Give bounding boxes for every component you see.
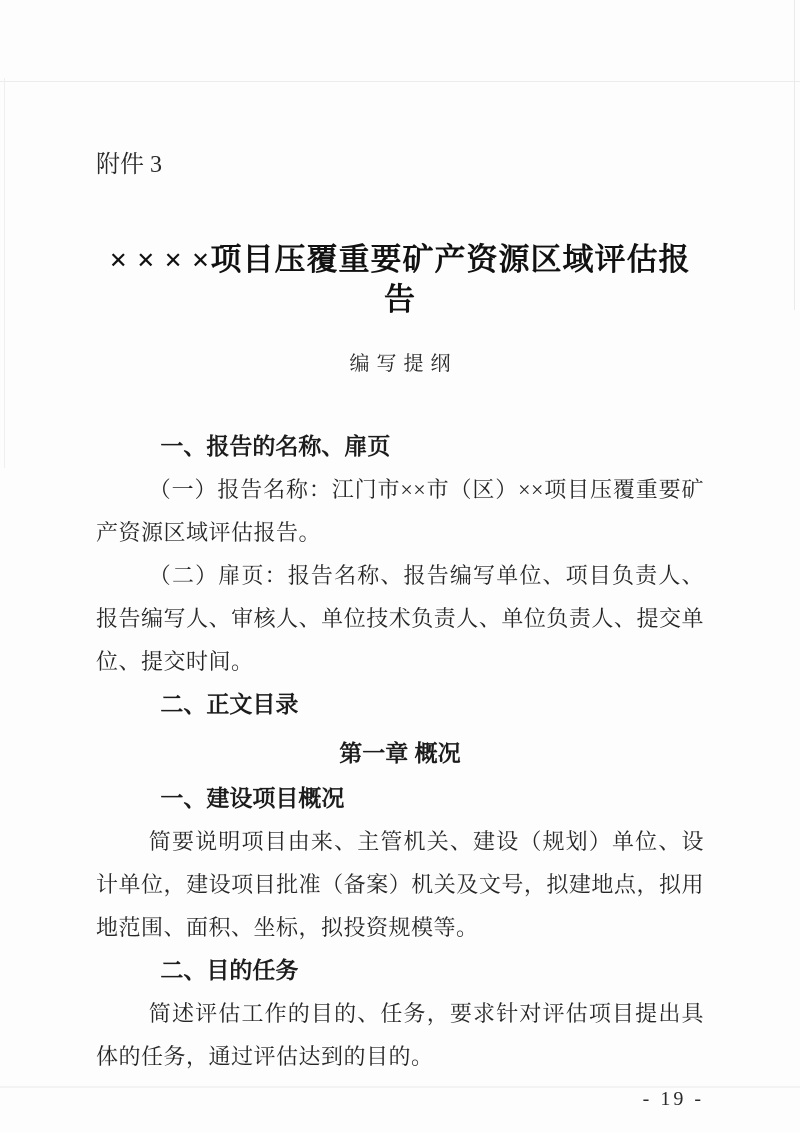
section-heading-report-name-titlepage: 一、报告的名称、扉页	[160, 433, 391, 459]
attachment-label: 附件 3	[96, 152, 162, 178]
page-content	[0, 148, 800, 1111]
chapter-heading-overview: 第一章 概况	[339, 740, 461, 766]
scan-artifact-horizontal-line	[0, 81, 800, 82]
outline-subtitle: 编写提纲	[349, 353, 458, 375]
paragraph-project-overview: 简要说明项目由来、主管机关、建设（规划）单位、设计单位，建设项目批准（备案）机关及文号，拟建地点，拟用地范围、面积、坐标，拟投资规模等。	[96, 829, 704, 940]
paragraph-report-name: （一）报告名称：江门市××市（区）××项目压覆重要矿产资源区域评估报告。	[96, 477, 704, 545]
document-body	[96, 425, 704, 1078]
paragraph-purpose-tasks: 简述评估工作的目的、任务，要求针对评估项目提出具体的任务，通过评估达到的目的。	[96, 1001, 704, 1069]
section-heading-main-contents: 二、正文目录	[160, 691, 299, 717]
report-title: × × × ×项目压覆重要矿产资源区域评估报告	[109, 242, 691, 317]
page-number: - 19 -	[642, 1088, 704, 1110]
section-heading-purpose-tasks: 二、目的任务	[160, 957, 299, 983]
section-heading-construction-project-overview: 一、建设项目概况	[160, 785, 345, 811]
paragraph-title-page-items: （二）扉页：报告名称、报告编写单位、项目负责人、报告编写人、审核人、单位技术负责人、单位负责人、提交单位、提交时间。	[96, 563, 704, 674]
